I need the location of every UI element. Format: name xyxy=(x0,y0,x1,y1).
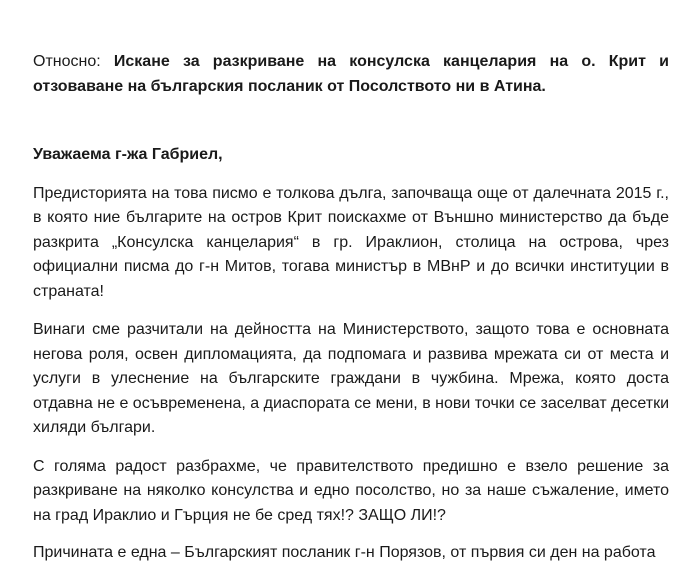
salutation: Уважаема г-жа Габриел, xyxy=(33,146,223,163)
letter-document xyxy=(33,50,669,566)
paragraph: С голяма радост разбрахме, че правителството предишно е взело решение за разкриване на няколко консулства и едно посолство, но за наше съжаление, името на град Ираклио и Гърция не бе сред тях!? ЗАЩО ЛИ!? xyxy=(33,457,669,524)
subject-text: Искане за разкриване на консулска канцелария на о. Крит и отзоваване на българския посланик от Посолството ни в Атина. xyxy=(33,53,669,95)
subject-label: Относно: xyxy=(33,53,114,70)
subject-line xyxy=(33,50,669,99)
paragraph: Причината е една – Българският посланик г-н Порязов, от първия си ден на работа xyxy=(33,544,656,561)
paragraph: Винаги сме разчитали на дейността на Министерството, защото това е основната негова роля, освен дипломацията, да подпомага и развива мрежата си от места и услуги в улеснение на българските граждани в чужбина. Мрежа, която доста отдавна не е осъвременена, а диаспората се мени, в нови точки се заселват десетки хиляди българи. xyxy=(33,321,669,436)
paragraph: Предисторията на това писмо е толкова дълга, започваща още от далечната 2015 г., в която ние българите на остров Крит поискахме от Външно министерство да бъде разкрита „Консулска канцелария“ в гр. Ираклион, столица на острова, чрез официални писма до г-н Митов, тогава министър в МВнР и до всички институции в страната! xyxy=(33,184,669,300)
